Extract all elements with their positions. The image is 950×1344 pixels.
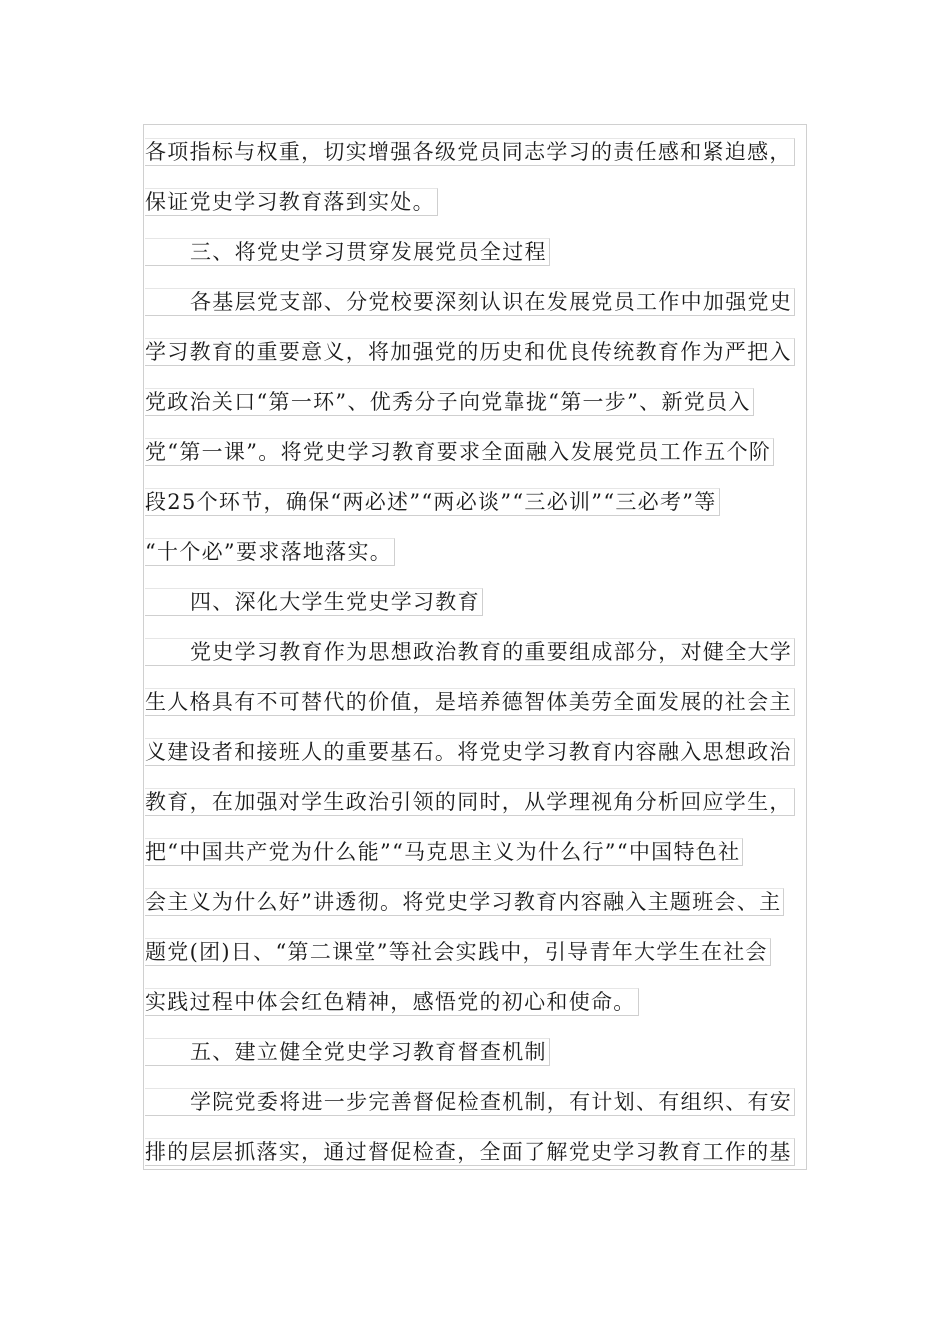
text-line: 保证党史学习教育落到实处。 [145, 188, 438, 216]
text-line: 各基层党支部、分党校要深刻认识在发展党员工作中加强党史 [145, 288, 795, 316]
text-line: 把“中国共产党为什么能”“马克思主义为什么行”“中国特色社 [145, 838, 743, 866]
text-line: 各项指标与权重，切实增强各级党员同志学习的责任感和紧迫感， [145, 138, 795, 166]
section-heading: 五、建立健全党史学习教育督查机制 [145, 1038, 550, 1066]
text-line: 学院党委将进一步完善督促检查机制，有计划、有组织、有安 [145, 1088, 795, 1116]
text-line: 教育，在加强对学生政治引领的同时，从学理视角分析回应学生， [145, 788, 795, 816]
text-line: 学习教育的重要意义，将加强党的历史和优良传统教育作为严把入 [145, 338, 795, 366]
text-line: 排的层层抓落实，通过督促检查，全面了解党史学习教育工作的基 [145, 1138, 795, 1166]
text-line: 实践过程中体会红色精神，感悟党的初心和使命。 [145, 988, 639, 1016]
text-line: 会主义为什么好”讲透彻。将党史学习教育内容融入主题班会、主 [145, 888, 784, 916]
text-line: 段25个环节，确保“两必述”“两必谈”“三必训”“三必考”等 [145, 488, 720, 516]
text-line: 题党(团)日、“第二课堂”等社会实践中，引导青年大学生在社会 [145, 938, 771, 966]
text-line: “十个必”要求落地落实。 [145, 538, 395, 566]
section-heading: 四、深化大学生党史学习教育 [145, 588, 483, 616]
section-heading: 三、将党史学习贯穿发展党员全过程 [145, 238, 550, 266]
text-line: 义建设者和接班人的重要基石。将党史学习教育内容融入思想政治 [145, 738, 795, 766]
text-line: 党史学习教育作为思想政治教育的重要组成部分，对健全大学 [145, 638, 795, 666]
text-line: 党“第一课”。将党史学习教育要求全面融入发展党员工作五个阶 [145, 438, 774, 466]
text-line: 党政治关口“第一环”、优秀分子向党靠拢“第一步”、新党员入 [145, 388, 754, 416]
text-line: 生人格具有不可替代的价值，是培养德智体美劳全面发展的社会主 [145, 688, 795, 716]
